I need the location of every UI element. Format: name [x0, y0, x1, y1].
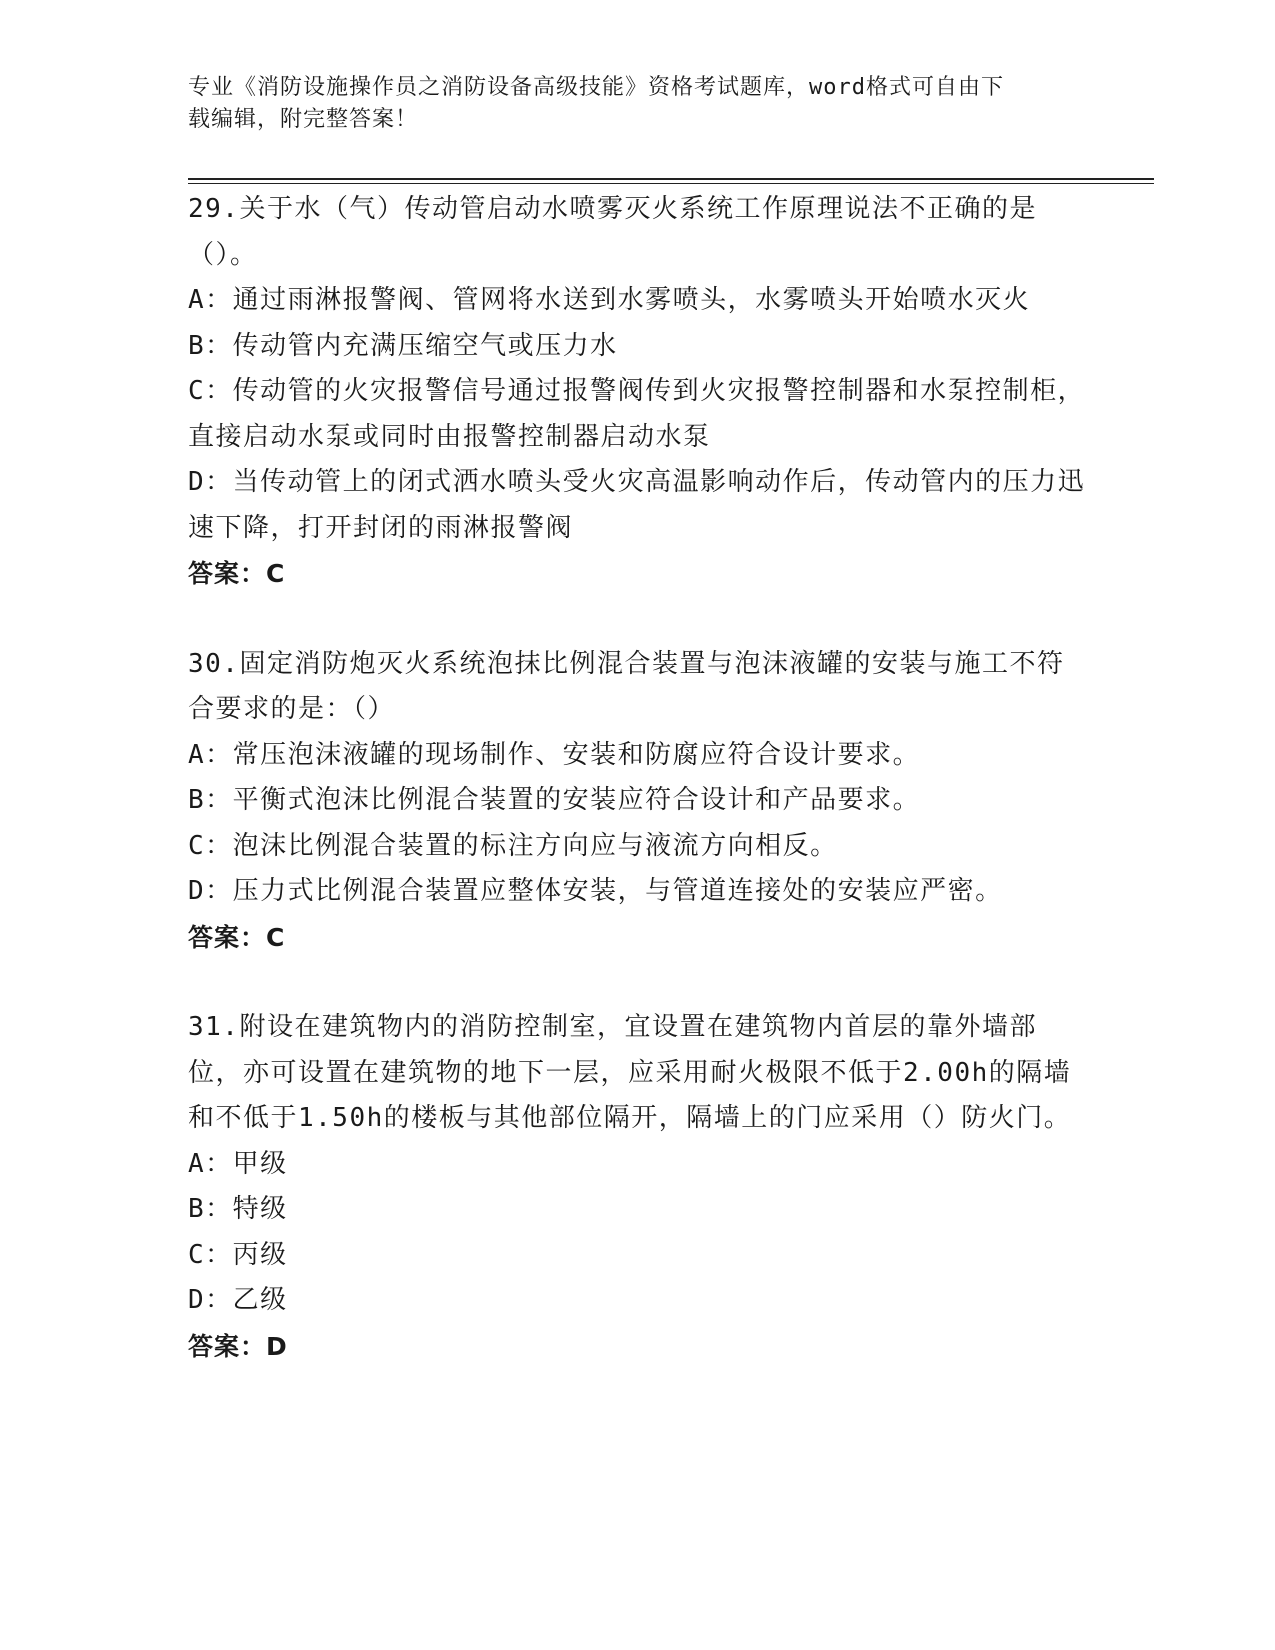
- question-stem: 31.附设在建筑物内的消防控制室，宜设置在建筑物内首层的靠外墙部位，亦可设置在建筑物的地下一层，应采用耐火极限不低于2.00h的隔墙和不低于1.50h的楼板与其他部位隔开，隔墙上的门应采用（）防火门。: [188, 1012, 1072, 1133]
- header-line-2: 载编辑，附完整答案！: [188, 107, 419, 132]
- option-a: A：常压泡沫液罐的现场制作、安装和防腐应符合设计要求。: [188, 739, 921, 770]
- question-stem: 29.关于水（气）传动管启动水喷雾灭火系统工作原理说法不正确的是（）。: [188, 194, 1037, 270]
- header-divider-thin: [188, 183, 1154, 184]
- option-c: C：丙级: [188, 1239, 288, 1270]
- header-divider-thick: [188, 178, 1154, 180]
- answer: 答案：D: [188, 1331, 288, 1361]
- document-header: [188, 72, 1068, 136]
- question-30: [188, 642, 1088, 961]
- option-d: D：乙级: [188, 1285, 288, 1315]
- option-a: A：甲级: [188, 1148, 288, 1179]
- question-31: [188, 1005, 1088, 1369]
- answer: 答案：C: [188, 559, 286, 588]
- option-b: B：平衡式泡沫比例混合装置的安装应符合设计和产品要求。: [188, 785, 921, 815]
- option-c: C：传动管的火灾报警信号通过报警阀传到火灾报警控制器和水泵控制柜，直接启动水泵或同时由报警控制器启动水泵: [188, 376, 1086, 452]
- option-c: C：泡沫比例混合装置的标注方向应与液流方向相反。: [188, 830, 838, 861]
- option-b: B：传动管内充满压缩空气或压力水: [188, 330, 618, 361]
- option-b: B：特级: [188, 1194, 288, 1224]
- option-d: D：压力式比例混合装置应整体安装，与管道连接处的安装应严密。: [188, 876, 1003, 906]
- question-29: [188, 187, 1088, 597]
- option-d: D：当传动管上的闭式洒水喷头受火灾高温影响动作后，传动管内的压力迅速下降，打开封闭的雨淋报警阀: [188, 467, 1086, 543]
- question-list: [188, 187, 1088, 1414]
- answer: 答案：C: [188, 922, 286, 952]
- option-a: A：通过雨淋报警阀、管网将水送到水雾喷头，水雾喷头开始喷水灭火: [188, 285, 1031, 315]
- header-line-1: 专业《消防设施操作员之消防设备高级技能》资格考试题库，word格式可自由下: [188, 75, 1004, 100]
- question-stem: 30.固定消防炮灭火系统泡抹比例混合装置与泡沫液罐的安装与施工不符合要求的是：（）: [188, 648, 1065, 724]
